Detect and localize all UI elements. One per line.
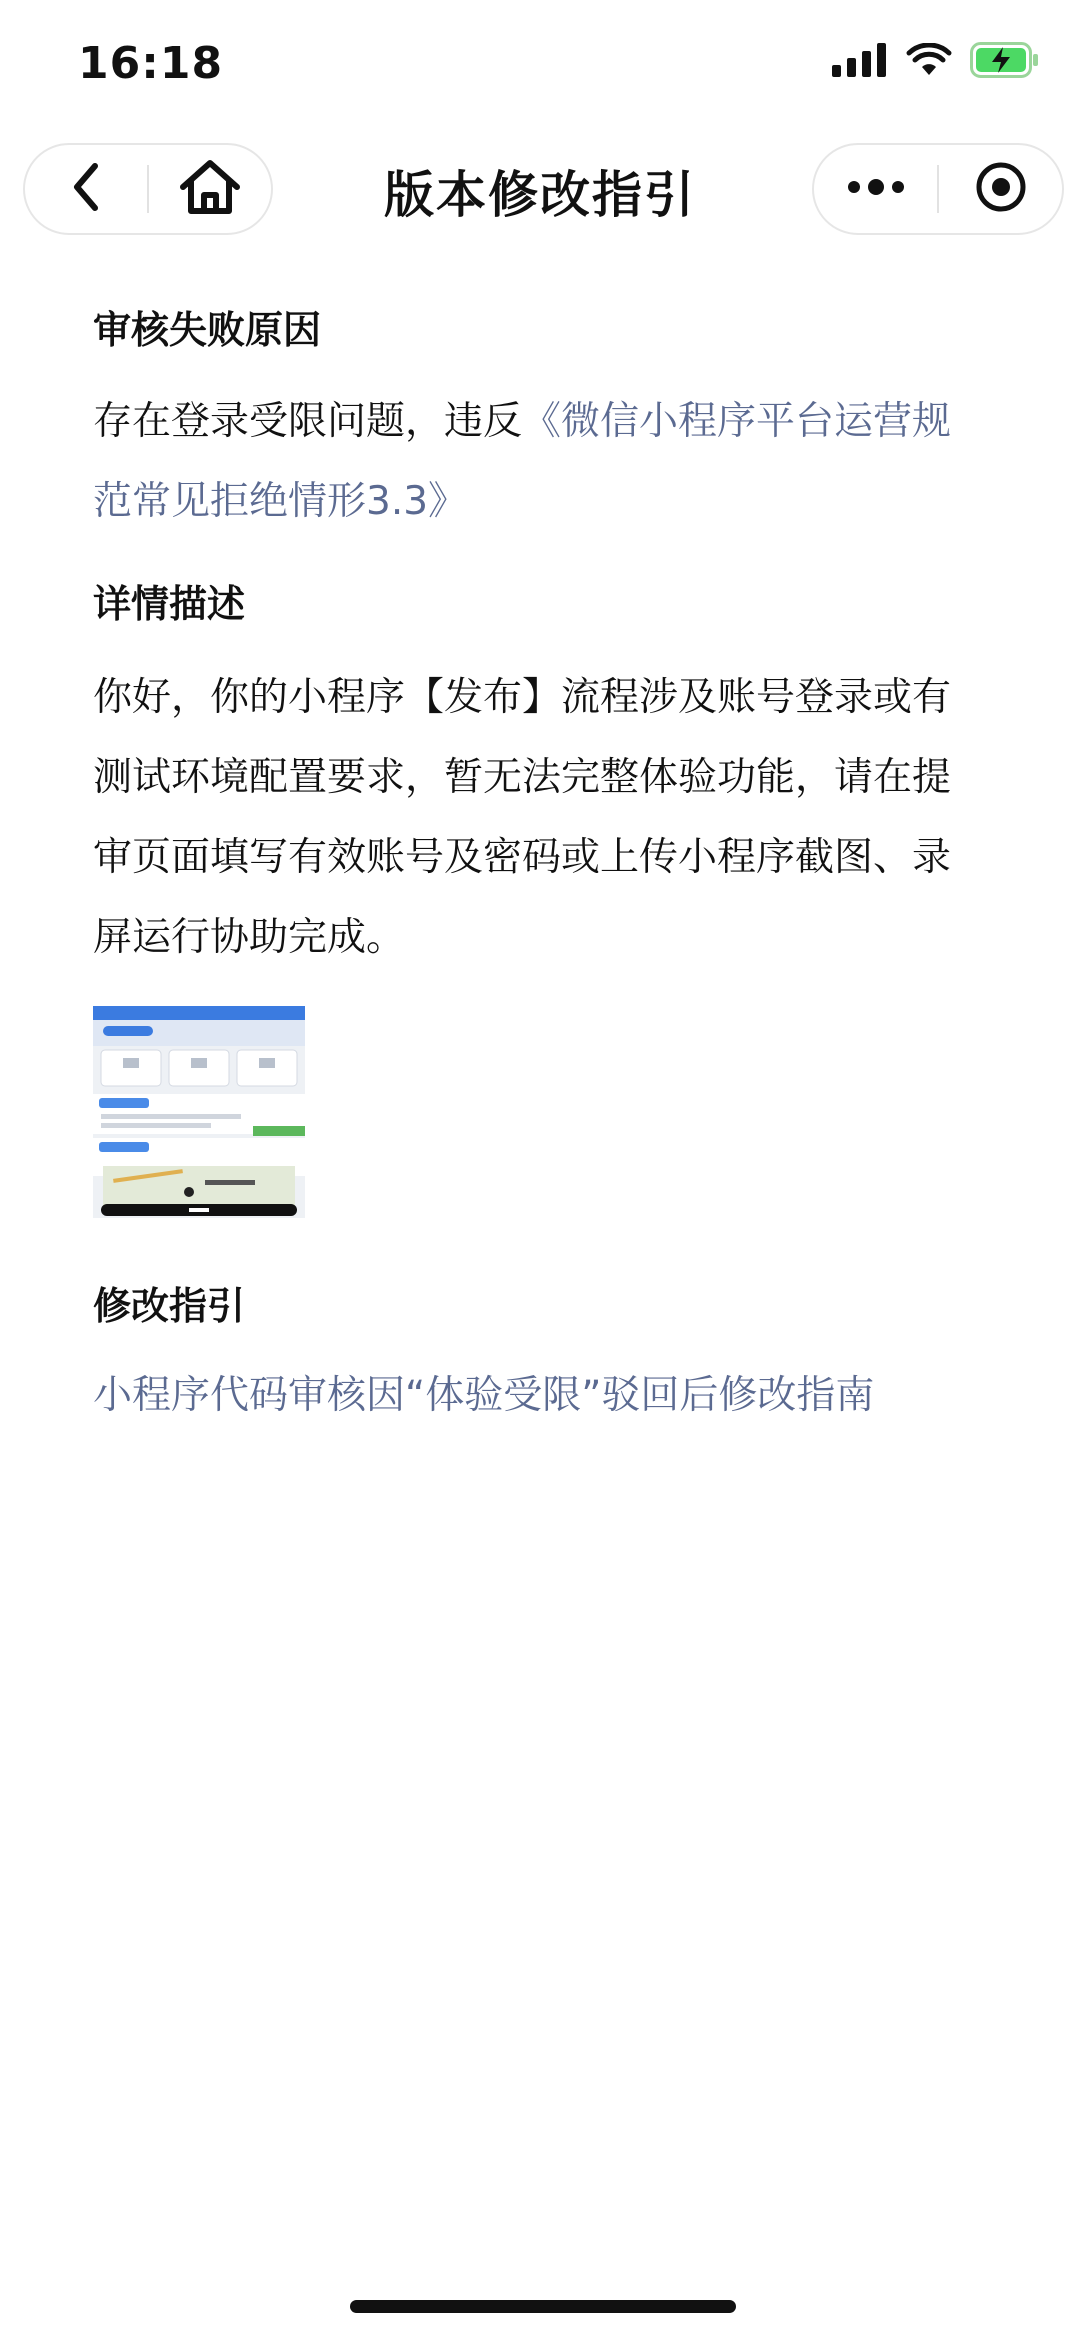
status-bar	[0, 0, 1080, 130]
screenshot-thumbnail[interactable]	[93, 1006, 305, 1218]
reason-text	[93, 382, 973, 542]
close-button[interactable]	[939, 145, 1062, 233]
more-button[interactable]	[814, 145, 937, 233]
page-title: 版本修改指引	[384, 166, 696, 224]
detail-text: 你好，你的小程序【发布】流程涉及账号登录或有测试环境配置要求，暂无法完整体验功能，请在提审页面填写有效账号及密码或上传小程序截图、录屏运行协助完成。	[93, 675, 952, 960]
home-indicator	[350, 2300, 736, 2313]
close-target-icon	[974, 160, 1028, 218]
more-icon	[846, 177, 906, 201]
detail-title: 详情描述	[93, 582, 246, 626]
reason-body: 存在登录受限问题，违反	[93, 399, 523, 444]
signal-icon	[832, 43, 888, 81]
content	[93, 300, 973, 1436]
status-time: 16:18	[78, 38, 224, 89]
reason-title: 审核失败原因	[93, 308, 322, 352]
screenshot-image	[93, 1006, 305, 1218]
wifi-icon	[906, 43, 952, 81]
reason-rule-link[interactable]: 《微信小程序平台运营规范常见拒绝情形3.3》	[93, 399, 952, 524]
battery-charging-icon	[970, 42, 1040, 82]
guide-link[interactable]: 小程序代码审核因“体验受限”驳回后修改指南	[93, 1373, 875, 1418]
guide-title: 修改指引	[93, 1284, 246, 1328]
nav-bar	[0, 135, 1080, 245]
status-icons	[832, 42, 1040, 82]
nav-right-capsule	[812, 143, 1064, 235]
